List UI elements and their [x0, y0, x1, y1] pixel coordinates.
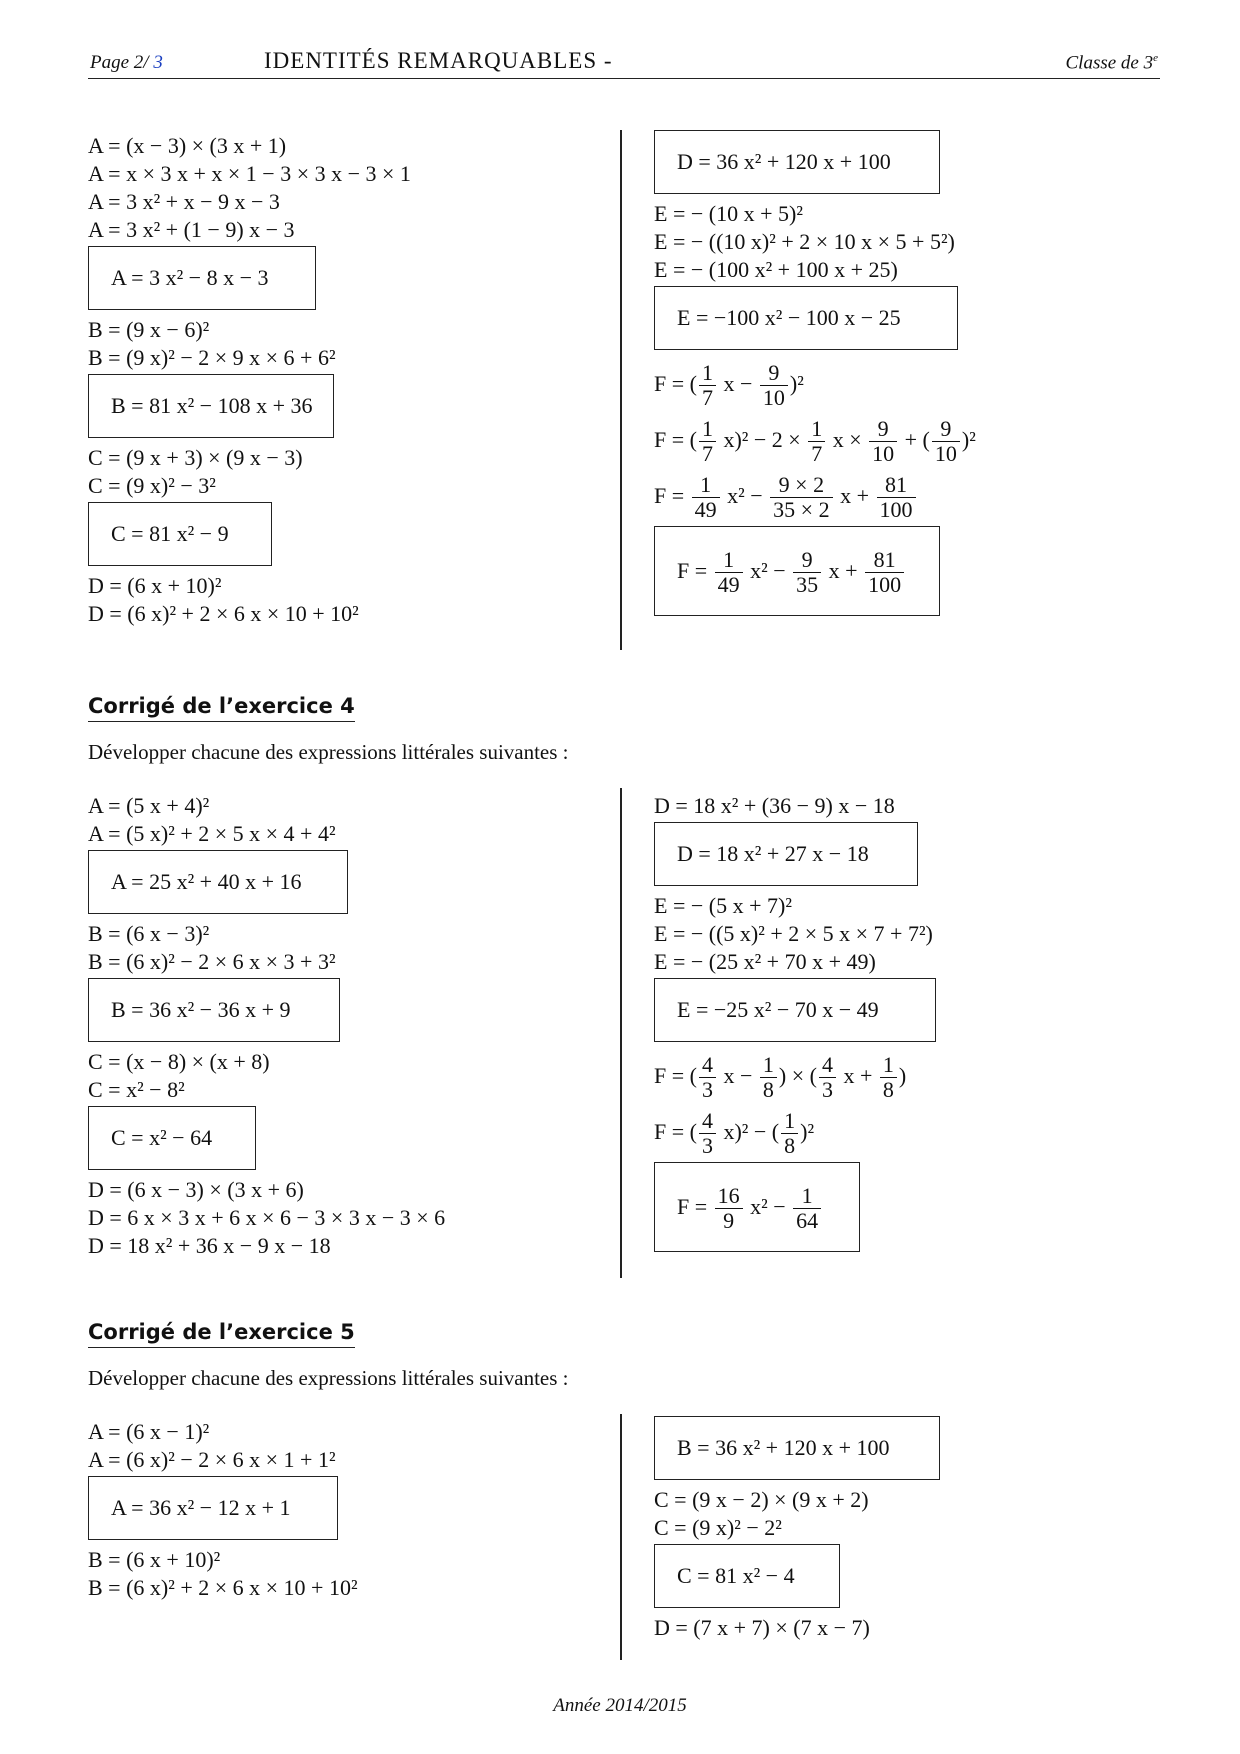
section-heading-ex4: Corrigé de l’exercice 4 — [88, 694, 355, 722]
math-line: C = (9 x − 2) × (9 x + 2) — [654, 1487, 869, 1512]
result-box-e: E = −100 x² − 100 x − 25 — [654, 286, 958, 350]
math-line: C = (x − 8) × (x + 8) — [88, 1049, 270, 1074]
math-line: A = (x − 3) × (3 x + 1) — [88, 133, 287, 158]
result-box-a: A = 25 x² + 40 x + 16 — [88, 850, 348, 914]
result-box-f: F = $\frac{16}{9}$ x² − $\frac{1}{64}$ — [654, 1162, 860, 1252]
ex3-left-column — [88, 132, 608, 628]
column-separator — [620, 788, 622, 1278]
math-line: A = (6 x − 1)² — [88, 1419, 210, 1444]
result-box-c: C = 81 x² − 4 — [654, 1544, 840, 1608]
math-line: E = − (5 x + 7)² — [654, 893, 792, 918]
math-line: A = (5 x)² + 2 × 5 x × 4 + 4² — [88, 821, 336, 846]
column-separator — [620, 130, 622, 650]
page-footer: Année 2014/2015 — [553, 1695, 687, 1716]
math-line: B = (9 x)² − 2 × 9 x × 6 + 6² — [88, 345, 336, 370]
result-box-d: D = 18 x² + 27 x − 18 — [654, 822, 918, 886]
math-line-fraction: F = ( $\frac{4}{3}$ x − $\frac{1}{8}$ ) × ( $\frac{4}{3}$ x + $\frac{1}{8}$ ) — [654, 1052, 907, 1103]
result-box-a: A = 3 x² − 8 x − 3 — [88, 246, 316, 310]
result-box-f: F = $\frac{1}{49}$ x² − $\frac{9}{35}$ x + $\frac{81}{100}$ — [654, 526, 940, 616]
ex4-right-column — [654, 792, 1214, 1258]
math-line: A = 3 x² + x − 9 x − 3 — [88, 189, 280, 214]
result-box-b: B = 81 x² − 108 x + 36 — [88, 374, 334, 438]
math-line: C = (9 x)² − 2² — [654, 1515, 782, 1540]
math-line: C = x² − 8² — [88, 1077, 185, 1102]
math-line: A = 3 x² + (1 − 9) x − 3 — [88, 217, 295, 242]
math-line: D = 18 x² + (36 − 9) x − 18 — [654, 793, 895, 818]
math-line: B = (6 x − 3)² — [88, 921, 210, 946]
math-line: D = (6 x − 3) × (3 x + 6) — [88, 1177, 304, 1202]
class-label: Classe de 3e — [1065, 52, 1158, 74]
math-line: E = − (10 x + 5)² — [654, 201, 803, 226]
math-line: D = (7 x + 7) × (7 x − 7) — [654, 1615, 870, 1640]
result-box-c: C = 81 x² − 9 — [88, 502, 272, 566]
math-line: E = − (100 x² + 100 x + 25) — [654, 257, 898, 282]
math-line: D = 6 x × 3 x + 6 x × 6 − 3 × 3 x − 3 × 6 — [88, 1205, 446, 1230]
math-line: A = (5 x + 4)² — [88, 793, 210, 818]
math-line: B = (9 x − 6)² — [88, 317, 210, 342]
math-line: D = (6 x)² + 2 × 6 x × 10 + 10² — [88, 601, 359, 626]
column-separator — [620, 1414, 622, 1660]
math-line: C = (9 x)² − 3² — [88, 473, 216, 498]
result-box-b: B = 36 x² − 36 x + 9 — [88, 978, 340, 1042]
ex5-left-column — [88, 1418, 608, 1602]
ex4-left-column — [88, 792, 608, 1260]
math-line-fraction: F = $\frac{1}{49}$ x² − $\frac{9 \times 2}{35 \times 2}$ x + $\frac{81}{100}$ — [654, 468, 1214, 524]
math-line: E = − (25 x² + 70 x + 49) — [654, 949, 876, 974]
page-number: Page 2/ 3 — [90, 52, 163, 73]
result-box-a: A = 36 x² − 12 x + 1 — [88, 1476, 338, 1540]
math-line: C = (9 x + 3) × (9 x − 3) — [88, 445, 303, 470]
math-line: B = (6 x)² − 2 × 6 x × 3 + 3² — [88, 949, 336, 974]
math-line-fraction: F = ( $\frac{4}{3}$ x)² − ( $\frac{1}{8}$ )² — [654, 1108, 815, 1159]
instruction-ex4: Développer chacune des expressions littérales suivantes : — [88, 740, 569, 764]
math-line: B = (6 x)² + 2 × 6 x × 10 + 10² — [88, 1575, 358, 1600]
math-line: E = − ((10 x)² + 2 × 10 x × 5 + 5²) — [654, 229, 955, 254]
math-line: D = 18 x² + 36 x − 9 x − 18 — [88, 1233, 331, 1258]
math-line-fraction: F = ( $\frac{1}{7}$ x)² − 2 × $\frac{1}{7}$ x × $\frac{9}{10}$ + ( $\frac{9}{10}$ )² — [654, 416, 976, 467]
page-header — [88, 48, 1160, 79]
math-line: A = x × 3 x + x × 1 − 3 × 3 x − 3 × 1 — [88, 161, 411, 186]
ex5-right-column — [654, 1416, 1214, 1642]
section-heading-ex5: Corrigé de l’exercice 5 — [88, 1320, 355, 1348]
result-box-e: E = −25 x² − 70 x − 49 — [654, 978, 936, 1042]
ex3-right-column — [654, 130, 1214, 622]
math-line: B = (6 x + 10)² — [88, 1547, 221, 1572]
math-line: E = − ((5 x)² + 2 × 5 x × 7 + 7²) — [654, 921, 933, 946]
math-line: A = (6 x)² − 2 × 6 x × 1 + 1² — [88, 1447, 336, 1472]
page-total-link[interactable]: 3 — [153, 52, 163, 73]
document-title: IDENTITÉS REMARQUABLES - — [264, 48, 613, 73]
result-box-b: B = 36 x² + 120 x + 100 — [654, 1416, 940, 1480]
math-line-fraction: F = ( $\frac{1}{7}$ x − $\frac{9}{10}$ )² — [654, 360, 804, 411]
math-line: D = (6 x + 10)² — [88, 573, 222, 598]
result-box-d: D = 36 x² + 120 x + 100 — [654, 130, 940, 194]
result-box-c: C = x² − 64 — [88, 1106, 256, 1170]
instruction-ex5: Développer chacune des expressions littérales suivantes : — [88, 1366, 569, 1390]
